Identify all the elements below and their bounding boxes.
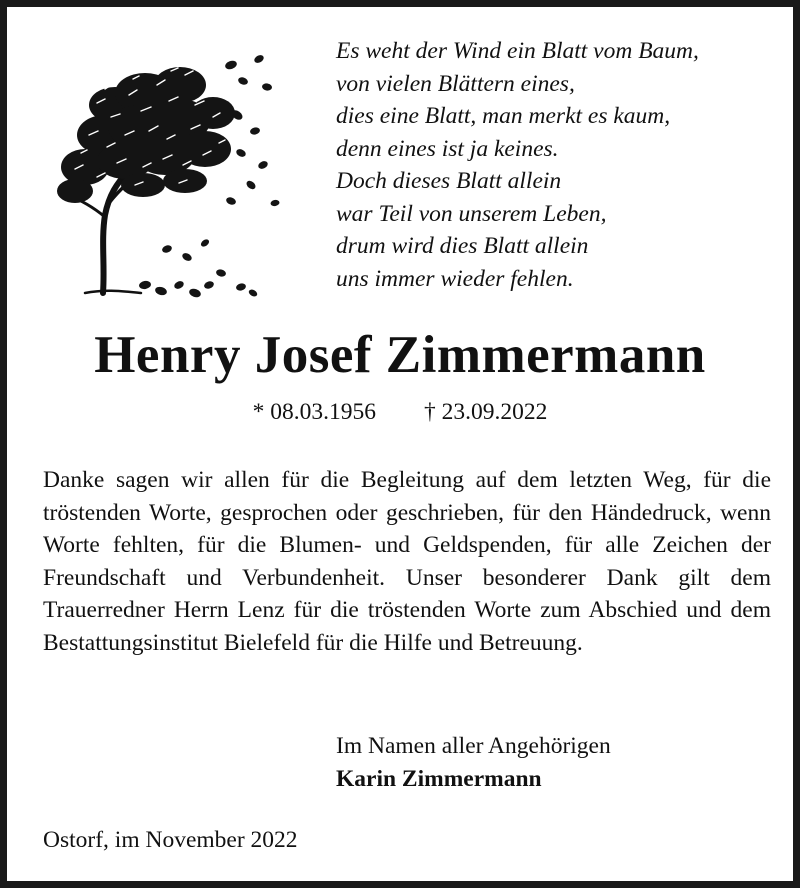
poem-line: Es weht der Wind ein Blatt vom Baum, (336, 38, 699, 64)
place-date: Ostorf, im November 2022 (43, 827, 298, 853)
memorial-poem (336, 35, 699, 295)
signature-intro: Im Namen aller Angehörigen (336, 733, 611, 759)
poem-line: drum wird dies Blatt allein (336, 233, 589, 259)
poem-line: dies eine Blatt, man merkt es kaum, (336, 103, 671, 129)
poem-line: uns immer wieder fehlen. (336, 265, 574, 292)
signature-block (336, 730, 611, 796)
poem-line: Doch dieses Blatt allein (336, 168, 562, 194)
deceased-name: Henry Josef Zimmermann (94, 326, 706, 384)
poem-line: von vielen Blättern eines, (336, 70, 575, 97)
life-dates (7, 399, 793, 426)
poem-line: war Teil von unserem Leben, (336, 200, 607, 227)
birth-date: * 08.03.1956 (252, 399, 376, 425)
thank-you-text: Danke sagen wir allen für die Begleitung auf dem letzten Weg, für die tröstenden Worte, gesprochen oder geschrieben, für den Händedruck, wenn Worte fehlten, für die Blumen- und Geldspenden, für alle Zeichen der Freundschaft und Verbundenheit. Unser besonderer Dank gilt dem Trauerredner Herrn Lenz für die tröstenden Worte zum Abschied und dem Bestattungsinstitut Bielefeld für die Hilfe und Betreuung. (43, 467, 771, 656)
poem-line: denn eines ist ja keines. (336, 135, 559, 162)
signer-name: Karin Zimmermann (336, 766, 542, 792)
wind-blown-tree-icon (45, 35, 285, 305)
death-date: † 23.09.2022 (424, 399, 548, 425)
